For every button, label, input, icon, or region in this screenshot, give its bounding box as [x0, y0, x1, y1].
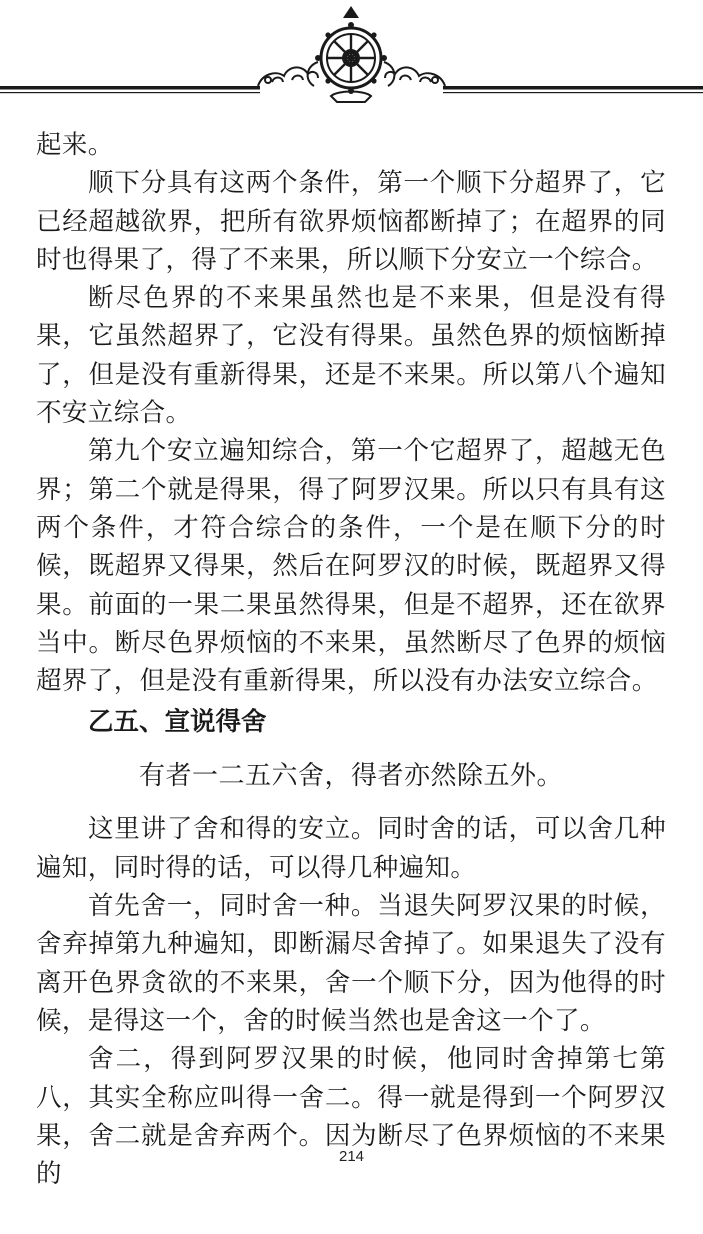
paragraph: 断尽色界的不来果虽然也是不来果，但是没有得果，它虽然超界了，它没有得果。虽然色界的烦恼断掉了，但是没有重新得果，还是不来果。所以第八个遍知不安立综合。	[36, 283, 666, 429]
section-heading: 乙五、宣说得舍	[88, 707, 267, 738]
paragraph: 第九个安立遍知综合，第一个它超界了，超越无色界；第二个就是得果，得了阿罗汉果。所以只有具有这两个条件，才符合综合的条件，一个是在顺下分的时候，既超界又得果，然后在阿罗汉的时候，既超界又得果。前面的一果二果虽然得果，但是不超界，还在欲界当中。断尽色界烦恼的不来果，虽然断尽了色界的烦恼超界了，但是没有重新得果，所以没有办法安立综合。	[36, 436, 666, 697]
paragraph: 这里讲了舍和得的安立。同时舍的话，可以舍几种遍知，同时得的话，可以得几种遍知。	[36, 814, 666, 883]
paragraph: 舍二，得到阿罗汉果的时候，他同时舍掉第七第八，其实全称应叫得一舍二。得一就是得到一个阿罗汉果，舍二就是舍弃两个。因为断尽了色界烦恼的不来果的	[36, 1044, 666, 1190]
paragraph-continuation: 起来。	[36, 130, 114, 160]
header-rule-left	[0, 86, 260, 93]
paragraph: 顺下分具有这两个条件，第一个顺下分超界了，它已经超越欲界，把所有欲界烦恼都断掉了；在超界的同时也得果了，得了不来果，所以顺下分安立一个综合。	[36, 168, 666, 275]
header-rule-right	[443, 86, 703, 93]
paragraph: 首先舍一，同时舍一种。当退失阿罗汉果的时候，舍弃掉第九种遍知，即断漏尽舍掉了。如果退失了没有离开色界贪欲的不来果，舍一个顺下分，因为他得的时候，是得这一个，舍的时候当然也是舍这一个了。	[36, 891, 666, 1036]
page-number: 214	[338, 1148, 365, 1165]
verse-quote: 有者一二五六舍，得者亦然除五外。	[138, 761, 563, 792]
page-body	[36, 126, 666, 1193]
header-ornament	[0, 0, 703, 110]
dharma-wheel-icon	[308, 6, 395, 102]
page-header	[0, 0, 703, 110]
